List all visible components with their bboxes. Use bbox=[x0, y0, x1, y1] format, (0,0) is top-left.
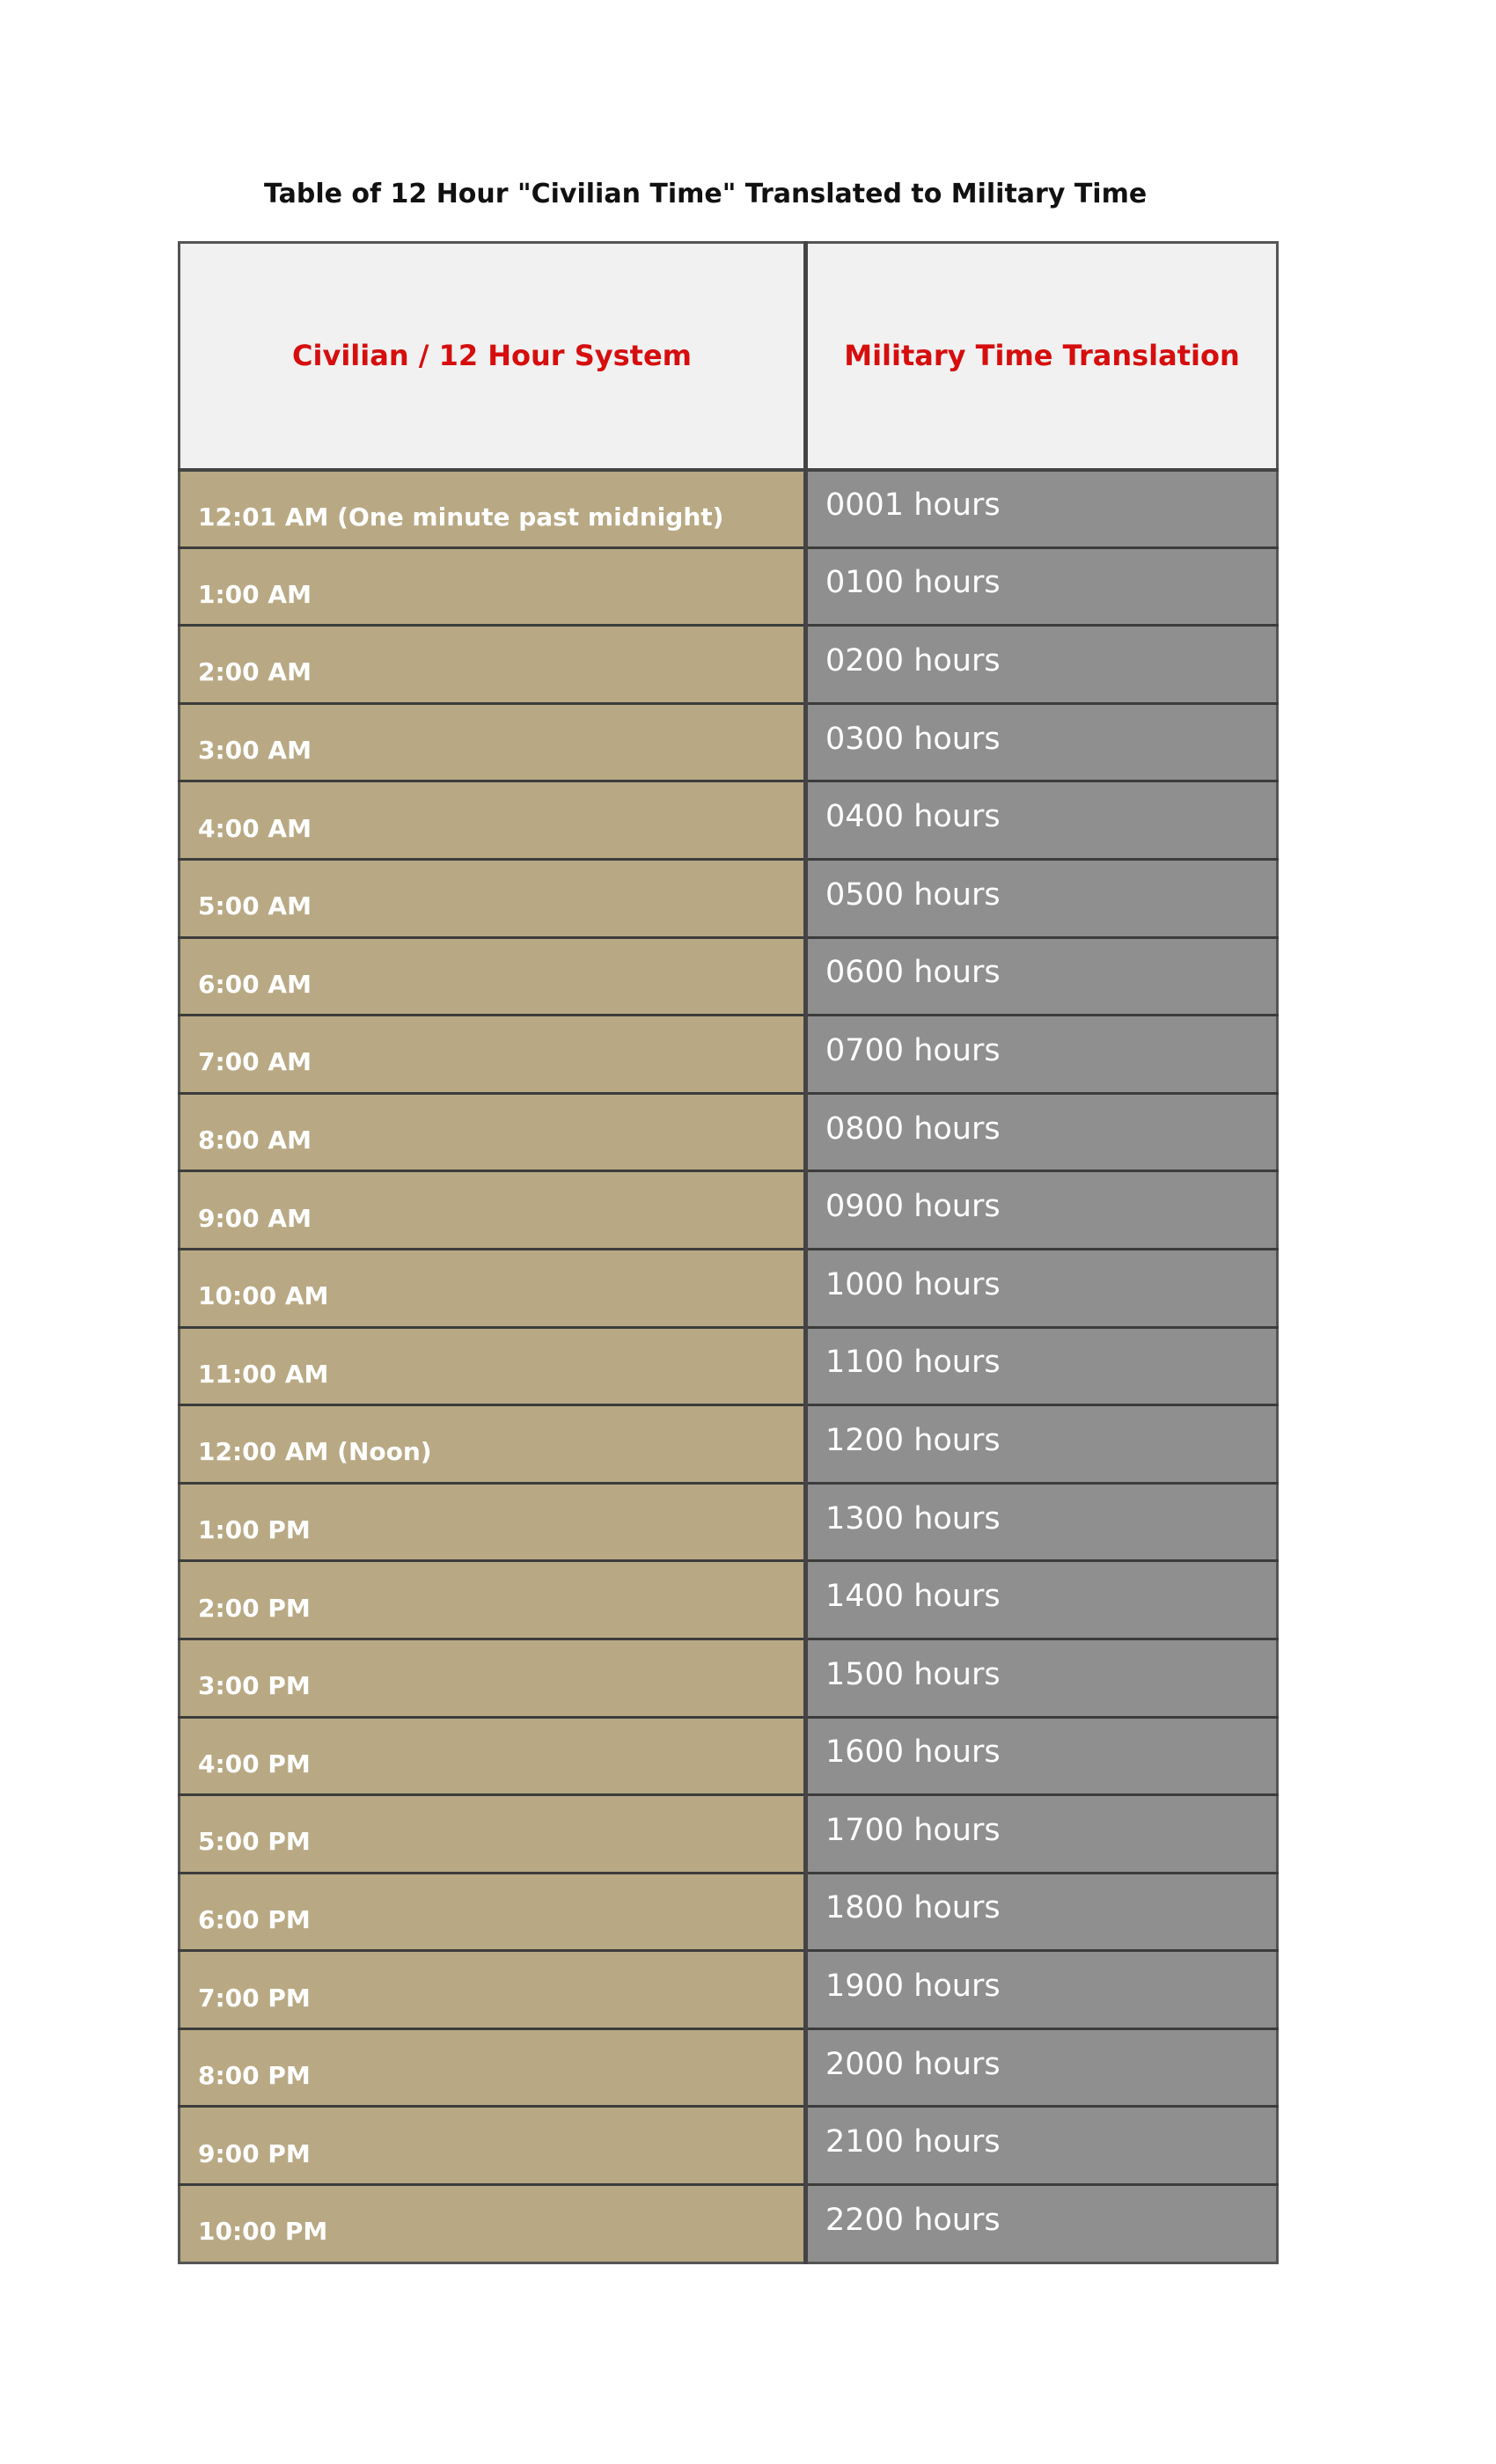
civilian-time-cell: 8:00 AM bbox=[180, 1093, 806, 1171]
time-conversion-table bbox=[178, 241, 1279, 2264]
civilian-time-cell: 3:00 AM bbox=[180, 703, 806, 781]
military-time-cell: 0600 hours bbox=[806, 937, 1278, 1016]
military-time-cell: 1100 hours bbox=[806, 1327, 1278, 1405]
table-row bbox=[180, 1717, 1278, 1795]
table-row bbox=[180, 937, 1278, 1016]
military-time-cell: 0200 hours bbox=[806, 626, 1278, 704]
table-row bbox=[180, 1249, 1278, 1327]
table-row bbox=[180, 470, 1278, 548]
table-row bbox=[180, 626, 1278, 704]
military-time-cell: 2200 hours bbox=[806, 2185, 1278, 2263]
military-time-cell: 2000 hours bbox=[806, 2028, 1278, 2107]
table-row bbox=[180, 2028, 1278, 2107]
military-time-cell: 0700 hours bbox=[806, 1016, 1278, 1094]
military-time-cell: 0100 hours bbox=[806, 547, 1278, 626]
military-time-cell: 1400 hours bbox=[806, 1561, 1278, 1639]
military-time-cell: 1600 hours bbox=[806, 1717, 1278, 1795]
civilian-time-cell: 7:00 PM bbox=[180, 1951, 806, 2029]
table-row bbox=[180, 1639, 1278, 1717]
civilian-time-cell: 2:00 AM bbox=[180, 626, 806, 704]
table-row bbox=[180, 1951, 1278, 2029]
table-row bbox=[180, 1873, 1278, 1951]
page-title: Table of 12 Hour "Civilian Time" Translated to Military Time bbox=[264, 179, 1148, 209]
civilian-time-cell: 7:00 AM bbox=[180, 1016, 806, 1094]
civilian-time-cell: 10:00 PM bbox=[180, 2185, 806, 2263]
civilian-time-cell: 12:00 AM (Noon) bbox=[180, 1405, 806, 1484]
table-row bbox=[180, 1171, 1278, 1250]
table-row bbox=[180, 1561, 1278, 1639]
table-row bbox=[180, 781, 1278, 860]
civilian-time-cell: 5:00 PM bbox=[180, 1795, 806, 1874]
military-time-cell: 0400 hours bbox=[806, 781, 1278, 860]
civilian-time-cell: 11:00 AM bbox=[180, 1327, 806, 1405]
military-time-cell: 1300 hours bbox=[806, 1483, 1278, 1561]
military-time-cell: 0900 hours bbox=[806, 1171, 1278, 1250]
table-row bbox=[180, 1483, 1278, 1561]
table-body bbox=[180, 470, 1278, 2263]
civilian-time-cell: 4:00 AM bbox=[180, 781, 806, 860]
military-time-cell: 1000 hours bbox=[806, 1249, 1278, 1327]
military-time-cell: 1800 hours bbox=[806, 1873, 1278, 1951]
civilian-time-cell: 10:00 AM bbox=[180, 1249, 806, 1327]
military-time-cell: 0800 hours bbox=[806, 1093, 1278, 1171]
table-row bbox=[180, 859, 1278, 937]
civilian-time-cell: 3:00 PM bbox=[180, 1639, 806, 1717]
military-time-cell: 1900 hours bbox=[806, 1951, 1278, 2029]
civilian-time-cell: 8:00 PM bbox=[180, 2028, 806, 2107]
civilian-time-cell: 2:00 PM bbox=[180, 1561, 806, 1639]
military-time-cell: 1500 hours bbox=[806, 1639, 1278, 1717]
military-time-cell: 1700 hours bbox=[806, 1795, 1278, 1874]
civilian-time-cell: 6:00 AM bbox=[180, 937, 806, 1016]
table-row bbox=[180, 1327, 1278, 1405]
civilian-time-cell: 9:00 PM bbox=[180, 2107, 806, 2185]
civilian-time-cell: 5:00 AM bbox=[180, 859, 806, 937]
civilian-time-cell: 12:01 AM (One minute past midnight) bbox=[180, 470, 806, 548]
civilian-column-header: Civilian / 12 Hour System bbox=[180, 243, 806, 470]
military-column-header: Military Time Translation bbox=[806, 243, 1278, 470]
military-time-cell: 0300 hours bbox=[806, 703, 1278, 781]
civilian-time-cell: 9:00 AM bbox=[180, 1171, 806, 1250]
civilian-time-cell: 1:00 AM bbox=[180, 547, 806, 626]
table-row bbox=[180, 703, 1278, 781]
table-row bbox=[180, 1093, 1278, 1171]
table-header-row bbox=[180, 243, 1278, 470]
civilian-time-cell: 1:00 PM bbox=[180, 1483, 806, 1561]
table-row bbox=[180, 2107, 1278, 2185]
military-time-cell: 0001 hours bbox=[806, 470, 1278, 548]
table-row bbox=[180, 1405, 1278, 1484]
table-row bbox=[180, 1795, 1278, 1874]
table-row bbox=[180, 547, 1278, 626]
military-time-cell: 2100 hours bbox=[806, 2107, 1278, 2185]
military-time-cell: 0500 hours bbox=[806, 859, 1278, 937]
military-time-cell: 1200 hours bbox=[806, 1405, 1278, 1484]
civilian-time-cell: 6:00 PM bbox=[180, 1873, 806, 1951]
table-row bbox=[180, 1016, 1278, 1094]
table-row bbox=[180, 2185, 1278, 2263]
civilian-time-cell: 4:00 PM bbox=[180, 1717, 806, 1795]
